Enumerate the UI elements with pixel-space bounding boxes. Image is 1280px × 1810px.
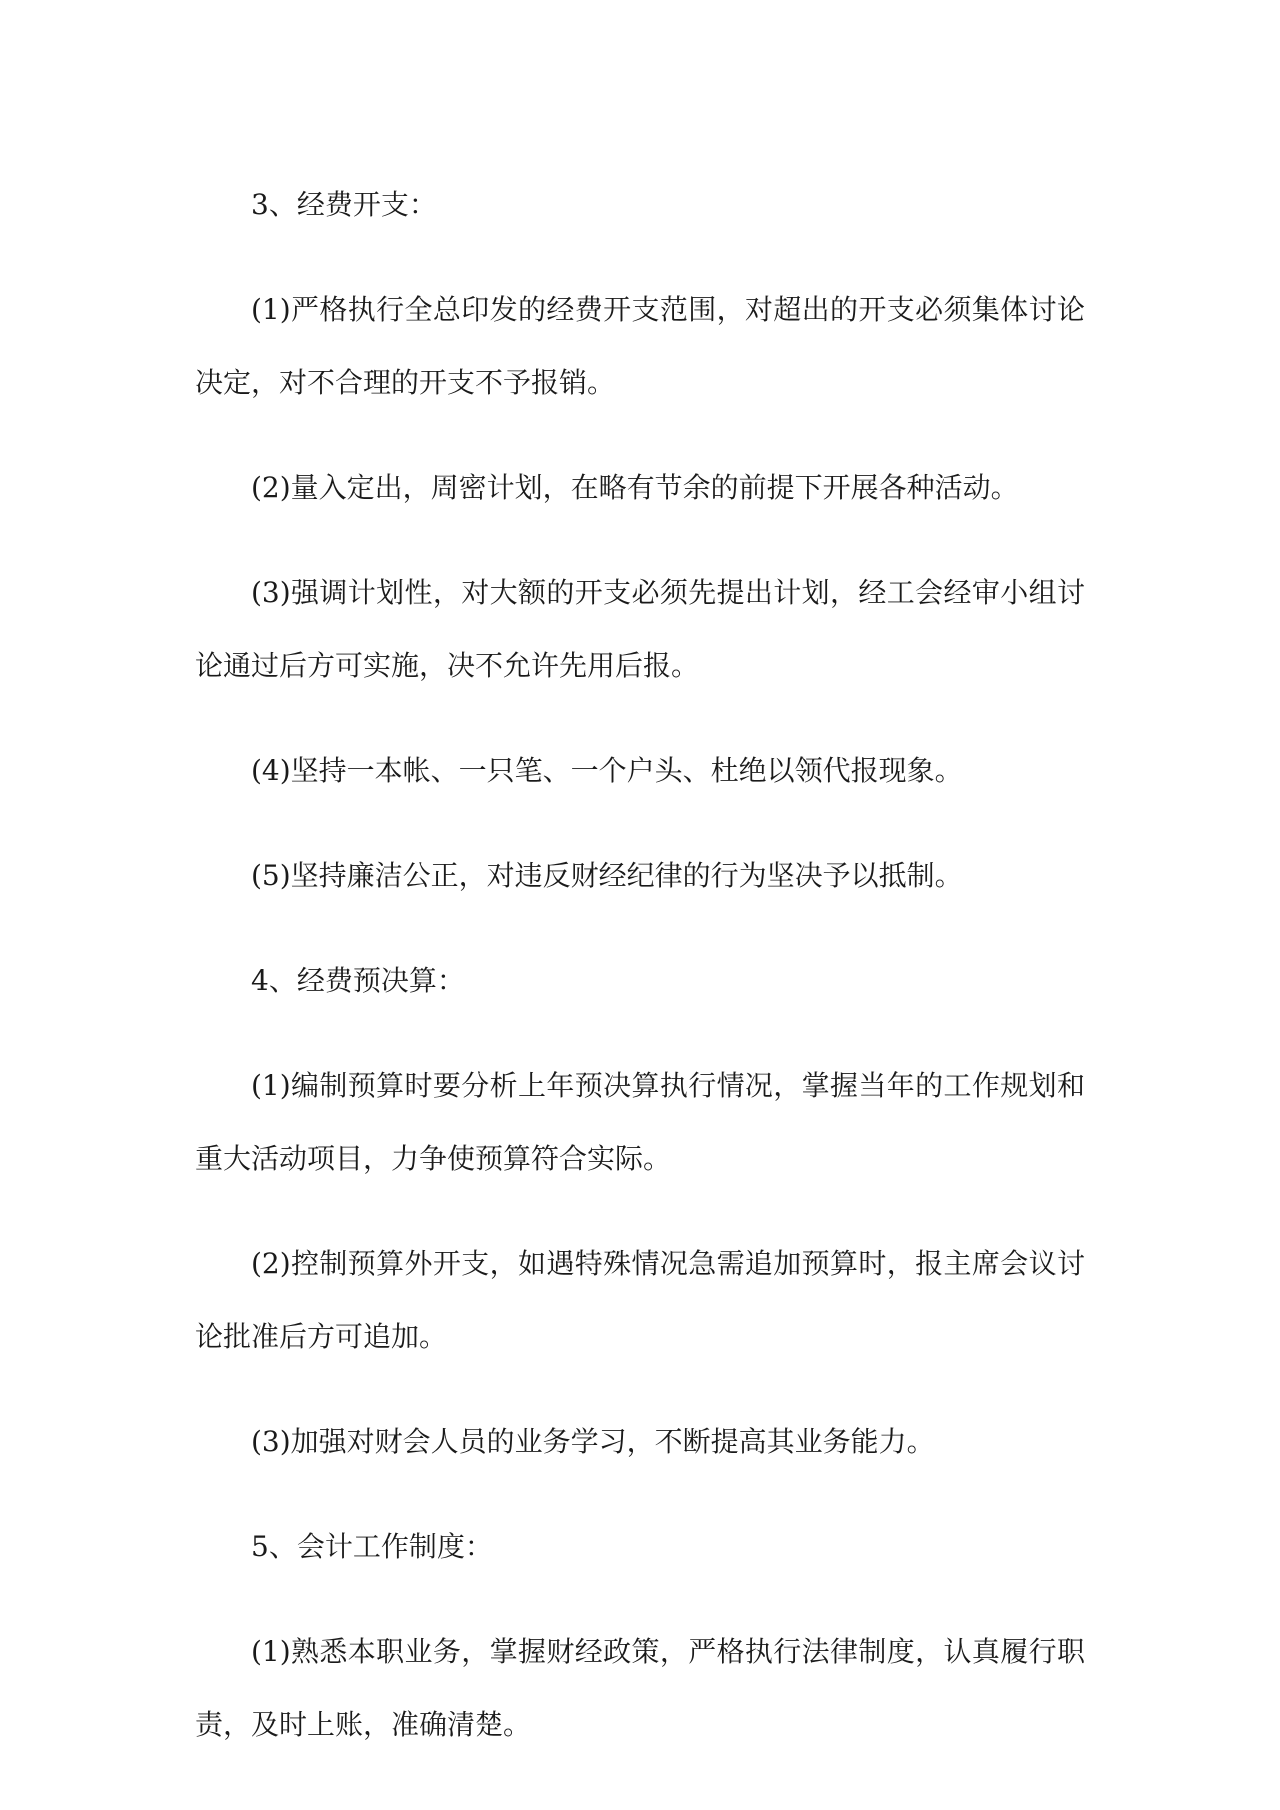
paragraph-item: (4)坚持一本帐、一只笔、一个户头、杜绝以领代报现象。 <box>251 754 963 787</box>
section-heading-budget: 4、经费预决算： <box>251 964 465 997</box>
paragraph-item: (1)严格执行全总印发的经费开支范围，对超出的开支必须集体讨论决定，对不合理的开支不予报销。 <box>195 293 1085 399</box>
paragraph-item: (2)控制预算外开支，如遇特殊情况急需追加预算时，报主席会议讨论批准后方可追加。 <box>195 1247 1085 1353</box>
paragraph-item: (1)熟悉本职业务，掌握财经政策，严格执行法律制度，认真履行职责，及时上账，准确清楚。 <box>195 1635 1085 1741</box>
section-heading-expenditure: 3、经费开支： <box>251 188 437 221</box>
paragraph-item: (3)强调计划性，对大额的开支必须先提出计划，经工会经审小组讨论通过后方可实施，决不允许先用后报。 <box>195 576 1085 682</box>
document-body <box>195 168 1085 1793</box>
section-heading-accounting: 5、会计工作制度： <box>251 1530 493 1563</box>
paragraph-item: (1)编制预算时要分析上年预决算执行情况，掌握当年的工作规划和重大活动项目，力争使预算符合实际。 <box>195 1069 1085 1175</box>
paragraph-item: (2)量入定出，周密计划，在略有节余的前提下开展各种活动。 <box>251 471 1019 504</box>
paragraph-item: (3)加强对财会人员的业务学习，不断提高其业务能力。 <box>251 1425 935 1458</box>
paragraph-item: (5)坚持廉洁公正，对违反财经纪律的行为坚决予以抵制。 <box>251 859 963 892</box>
